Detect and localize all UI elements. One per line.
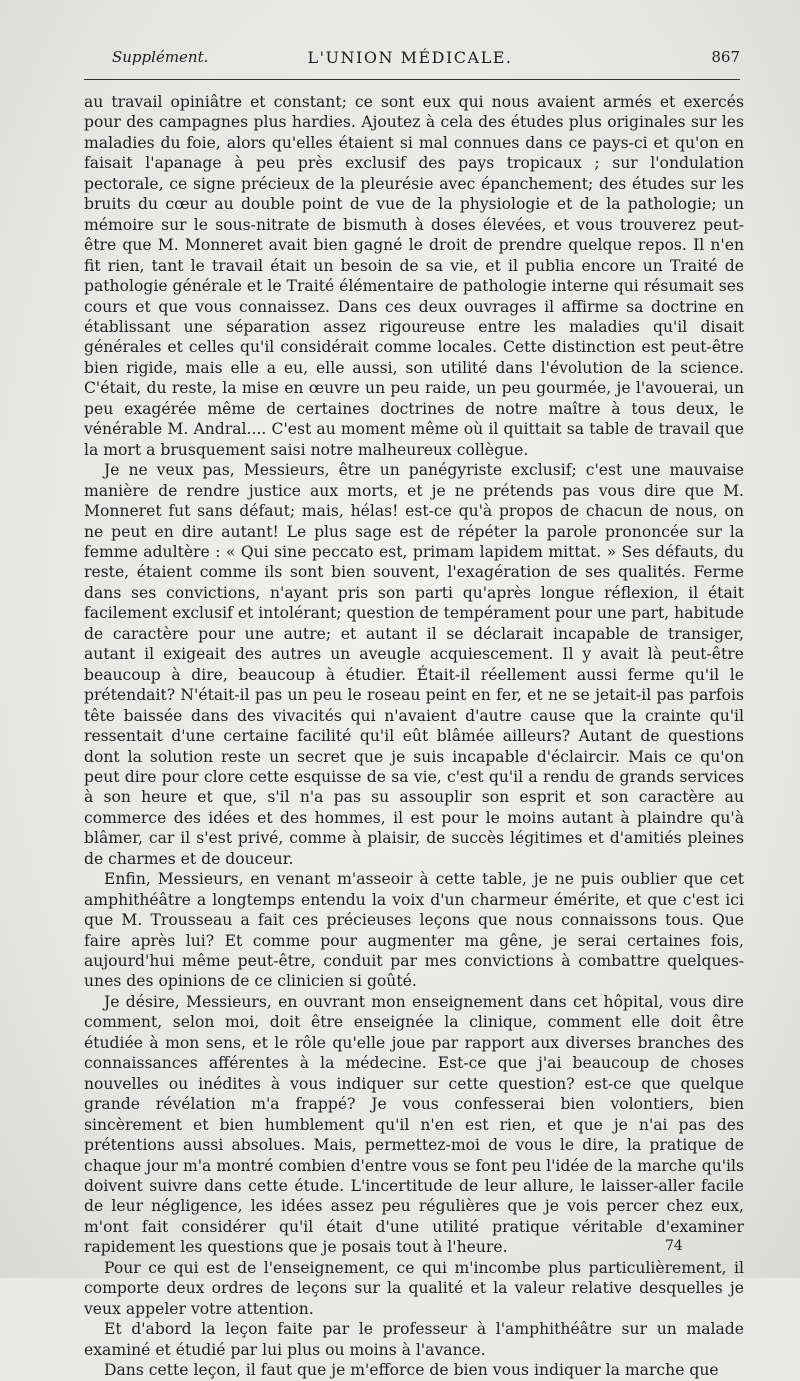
paragraph: au travail opiniâtre et constant; ce sont eux qui nous avaient armés et exercés pour des campagnes plus hardies. Ajoutez à cela des études plus originales sur les maladies du foie, alors qu'elles étaient si mal connues dans ce pays-ci et qu'on en faisait l'apanage à peu près exclusif des pays tropicaux ; sur l'ondulation pectorale, ce signe précieux de la pleurésie avec épanchement; des études sur les bruits du cœur au double point de vue de la physiologie et de la pathologie; un mémoire sur le sous-nitrate de bismuth à doses élevées, et vous trouverez peut-être que M. Monneret avait bien gagné le droit de prendre quelque repos. Il n'en fit rien, tant le travail était un besoin de sa vie, et il publia encore un Traité de pathologie générale et le Traité élémentaire de pathologie interne qui résumait ses cours et que vous connaissez. Dans ces deux ouvrages il affirme sa doctrine en établissant une séparation assez rigoureuse entre les maladies qu'il disait générales et celles qu'il considérait comme locales. Cette distinction est peut-être bien rigide, mais elle a eu, elle aussi, son utilité dans l'évolution de la science. C'était, du reste, la mise en œuvre un peu raide, un peu gourmée, je l'avouerai, un peu exagérée même de certaines doctrines de notre maître à tous deux, le vénérable M. Andral.... C'est au moment même où il quittait sa table de travail que la mort a brusquement saisi notre malheureux collègue. — [84, 93, 744, 459]
running-header — [80, 48, 740, 78]
signature-folio: 74 — [665, 1238, 683, 1254]
header-section-label: Supplément. — [112, 48, 209, 66]
article-body — [84, 92, 744, 1381]
paragraph: Je désire, Messieurs, en ouvrant mon enseignement dans cet hôpital, vous dire comment, selon moi, doit être enseignée la clinique, comment elle doit être étudiée à mon sens, et le rôle qu'elle joue par rapport aux diverses branches des connaissances afférentes à la médecine. Est-ce que j'ai beaucoup de choses nouvelles ou inédites à vous indiquer sur cette question? est-ce que quelque grande révélation m'a frappé? Je vous confesserai bien volontiers, bien sincèrement et bien humblement qu'il n'en est rien, et que je n'ai pas des prétentions aussi absolues. Mais, permettez-moi de vous le dire, la pratique de chaque jour m'a montré combien d'entre vous se font peu l'idée de la marche qu'ils doivent suivre dans cette étude. L'incertitude de leur allure, le laisser-aller facile de leur négligence, les idées assez peu régulières que je vois percer chez eux, m'ont fait considérer qu'il était d'une utilité pratique véritable d'examiner rapidement les questions que je posais tout à l'heure. — [84, 992, 744, 1257]
paragraph: Dans cette leçon, il faut que je m'efforce de bien vous indiquer la marche que — [104, 1361, 719, 1380]
header-page-number: 867 — [711, 48, 740, 66]
paragraph: Pour ce qui est de l'enseignement, ce qui m'incombe plus particulièrement, il comporte deux ordres de leçons sur la qualité et la valeur relative desquelles je veux appeler votre attention. — [84, 1258, 744, 1318]
header-journal-title: L'UNION MÉDICALE. — [307, 48, 513, 67]
paragraph: Je ne veux pas, Messieurs, être un panégyriste exclusif; c'est une mauvaise manière de rendre justice aux morts, et je ne prétends pas vous dire que M. Monneret fut sans défaut; mais, hélas! est-ce qu'à propos de chacun de nous, on ne peut en dire autant! Le plus sage est de répéter la parole prononcée sur la femme adultère : « Qui sine peccato est, primam lapidem mittat. » Ses défauts, du reste, étaient comme ils sont bien souvent, l'exagération de ses qualités. Ferme dans ses convictions, n'ayant pris son parti qu'après longue réflexion, il était facilement exclusif et intolérant; question de tempérament pour une part, habitude de caractère pour une autre; et autant il se déclarait incapable de transiger, autant il exigeait des autres un aveugle acquiescement. Il y avait là peut-être beaucoup à dire, beaucoup à étudier. Était-il réellement aussi ferme qu'il le prétendait? N'était-il pas un peu le roseau peint en fer, et ne se jetait-il pas parfois tête baissée dans des vivacités qui n'avaient d'autre cause que la crainte qu'il ressentait d'une certaine facilité qu'il eût blâmée ailleurs? Autant de questions dont la solution reste un secret que je suis incapable d'éclaircir. Mais ce qu'on peut dire pour clore cette esquisse de sa vie, c'est qu'il a rendu de grands services à son heure et que, s'il n'a pas su assouplir son esprit et son caractère au commerce des idées et des hommes, il est pour le moins autant à plaindre qu'à blâmer, car il s'est privé, comme à plaisir, de succès légitimes et d'amitiés pleines de charmes et de douceur. — [84, 461, 744, 868]
header-rule — [84, 79, 740, 80]
paragraph: Et d'abord la leçon faite par le professeur à l'amphithéâtre sur un malade examiné et étudié par lui plus ou moins à l'avance. — [84, 1320, 744, 1359]
paragraph: Enfin, Messieurs, en venant m'asseoir à cette table, je ne puis oublier que cet amphithéâtre a longtemps entendu la voix d'un charmeur émérite, et que c'est ici que M. Trousseau a fait ces précieuses leçons que nous connaissons tous. Que faire après lui? Et comme pour augmenter ma gêne, je serai certaines fois, aujourd'hui même peut-être, conduit par mes convictions à combattre quelques-unes des opinions de ce clinicien si goûté. — [84, 870, 744, 991]
